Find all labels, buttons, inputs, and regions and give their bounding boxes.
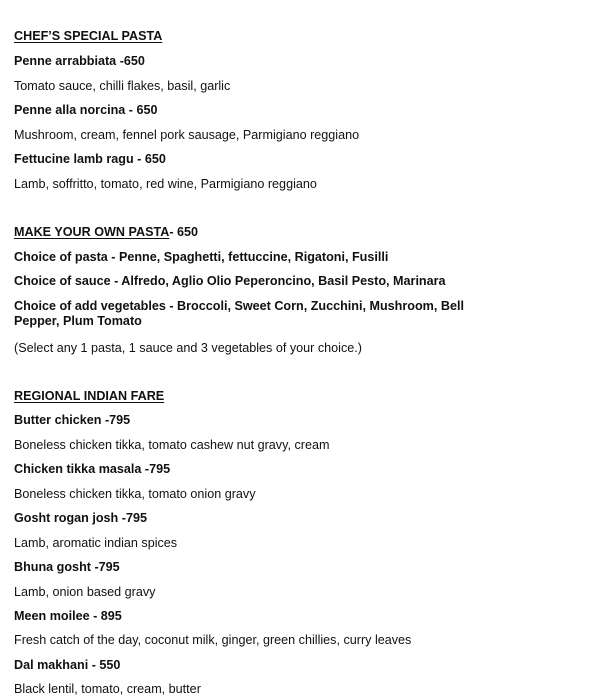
pasta-choice: Choice of pasta - Penne, Spaghetti, fettuccine, Rigatoni, Fusilli [14,250,389,264]
menu-item-name: Meen moilee - 895 [14,609,122,623]
menu-item-description: Lamb, onion based gravy [14,585,156,599]
menu-item-description: Lamb, aromatic indian spices [14,536,178,550]
pasta-choice: Choice of sauce - Alfredo, Aglio Olio Peperoncino, Basil Pesto, Marinara [14,274,446,288]
section-heading-chefs-special-pasta: CHEF’S SPECIAL PASTA [14,29,163,43]
section-heading-make-your-own-pasta [14,225,198,240]
menu-item-name: Butter chicken -795 [14,413,131,427]
pasta-choice: Choice of add vegetables - Broccoli, Sweet Corn, Zucchini, Mushroom, Bell Pepper, Plum Tomato [14,299,464,328]
menu-item-name: Penne alla norcina - 650 [14,103,158,117]
menu-item-name: Chicken tikka masala -795 [14,462,171,476]
pasta-choice-note: (Select any 1 pasta, 1 sauce and 3 vegetables of your choice.) [14,341,362,355]
menu-item-name: Dal makhani - 550 [14,658,121,672]
menu-item-description: Boneless chicken tikka, tomato onion gravy [14,487,256,501]
menu-item-description: Tomato sauce, chilli flakes, basil, garlic [14,79,231,93]
menu-item-name: Penne arrabbiata -650 [14,54,145,68]
section-heading-regional-indian-fare: REGIONAL INDIAN FARE [14,389,165,403]
section-heading-text: MAKE YOUR OWN PASTA [14,225,170,239]
menu-item-name: Gosht rogan josh -795 [14,511,147,525]
menu-item-description: Mushroom, cream, fennel pork sausage, Parmigiano reggiano [14,128,360,142]
section-heading-price: - 650 [169,225,199,239]
menu-item-description: Fresh catch of the day, coconut milk, ginger, green chillies, curry leaves [14,633,412,647]
menu-item-description: Boneless chicken tikka, tomato cashew nut gravy, cream [14,438,330,452]
menu-item-name: Fettucine lamb ragu - 650 [14,152,166,166]
menu-item-description: Black lentil, tomato, cream, butter [14,682,201,696]
menu-item-name: Bhuna gosht -795 [14,560,120,574]
menu-item-description: Lamb, soffritto, tomato, red wine, Parmigiano reggiano [14,177,317,191]
